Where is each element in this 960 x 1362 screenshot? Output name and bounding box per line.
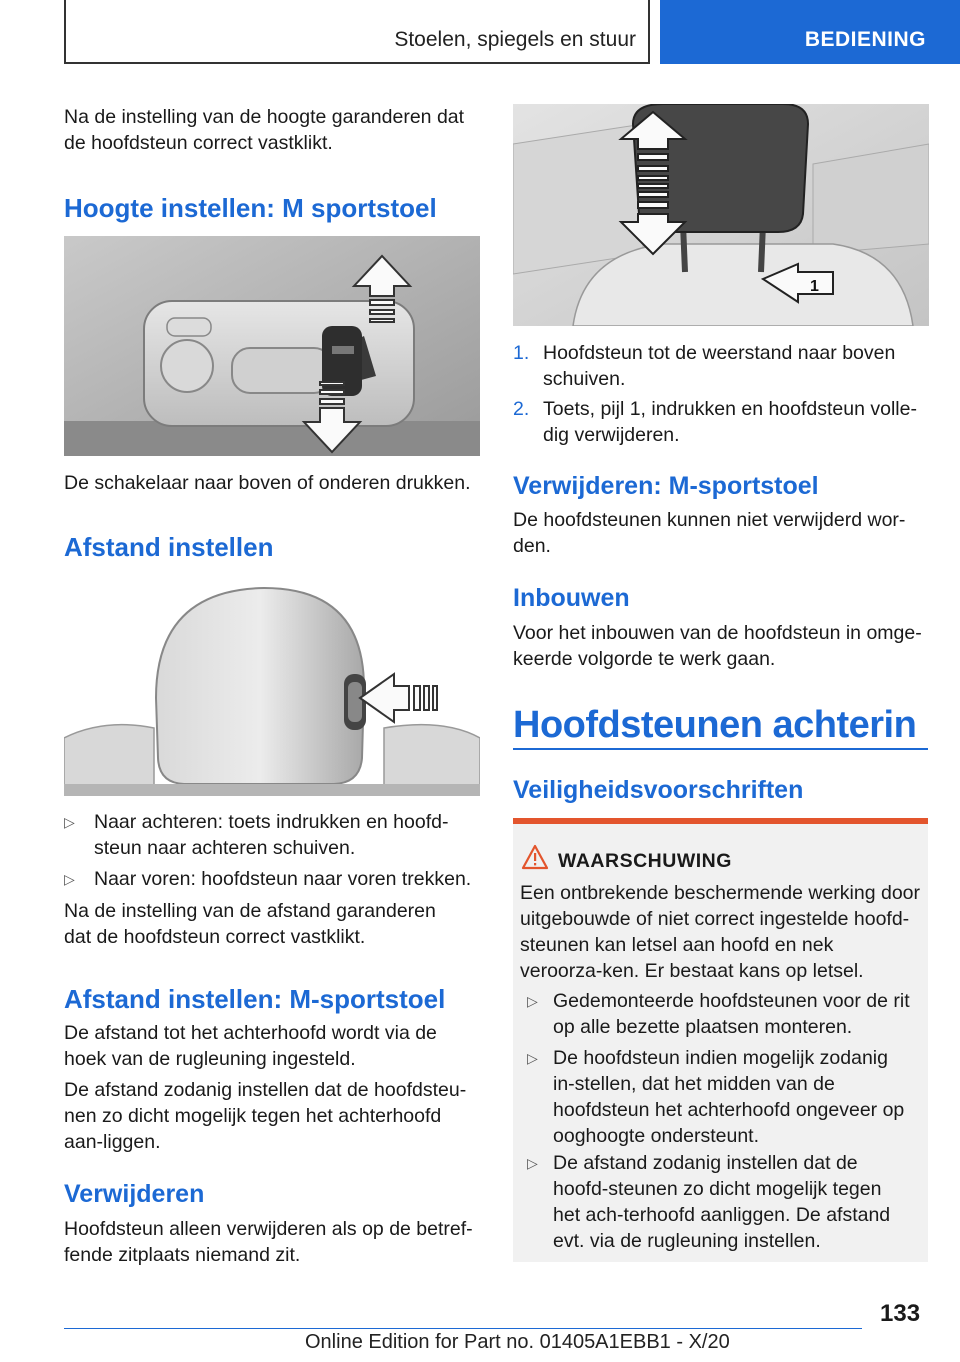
warning-box — [513, 818, 928, 1262]
footer-edition: Online Edition for Part no. 01405A1EBB1 - X/20 — [305, 1331, 730, 1353]
install-text: Voor het inbouwen van de hoofdsteun in omge-keerde volgorde te werk gaan. — [513, 622, 922, 670]
arrow-number-label: 1 — [810, 278, 819, 295]
heading-remove: Verwijderen — [64, 1180, 205, 1208]
warning-bullet-text: De afstand zodanig instellen dat de hoofd-steunen zo dicht mogelijk tegen het ach-terhoofd aanliggen. De afstand evt. via de rugleuning instellen. — [553, 1152, 891, 1252]
heading-remove-m: Verwijderen: M-sportstoel — [513, 472, 819, 500]
page-number: 133 — [880, 1300, 921, 1327]
distance-m-text-2: De afstand zodanig instellen dat de hoofdsteu-nen zo dicht mogelijk tegen het achterhoofd aan-liggen. — [64, 1079, 467, 1153]
distance-m-text-1: De afstand tot het achterhoofd wordt via de hoek van de rugleuning ingesteld. — [64, 1022, 437, 1070]
distance-bullet-2 — [64, 866, 484, 892]
header-chapter-label: BEDIENING — [804, 28, 926, 51]
warning-title: WAARSCHUWING — [558, 850, 732, 872]
warning-bullet-text: De hoofdsteun indien mogelijk zodanig in-stellen, dat het midden van de hoofdsteun het achterhoofd ongeveer op ooghoogte ondersteunt. — [553, 1047, 905, 1147]
header-rule-bottom — [64, 62, 650, 64]
triangle-bullet-icon: ▷ — [64, 871, 75, 887]
headrest-button-image — [64, 578, 480, 796]
step-text: Toets, pijl 1, indrukken en hoofdsteun volle-dig verwijderen. — [543, 398, 917, 446]
switch-caption: De schakelaar naar boven of onderen drukken. — [64, 472, 471, 494]
intro-text: Na de instelling van de hoogte garanderen dat de hoofdsteun correct vastklikt. — [64, 106, 465, 154]
warning-bullet-2 — [527, 1045, 922, 1149]
header-chapter-tab[interactable] — [660, 0, 960, 64]
warning-bullet-3 — [527, 1150, 922, 1254]
warning-bullet-1 — [527, 988, 922, 1040]
step-number: 1. — [513, 342, 530, 364]
distance-note: Na de instelling van de afstand garanderen dat de hoofdsteun correct vastklikt. — [64, 900, 436, 948]
distance-bullet-text: Naar voren: hoofdsteun naar voren trekken. — [94, 868, 472, 890]
heading-rear-headrests: Hoofdsteunen achterin — [513, 704, 917, 746]
heading-distance: Afstand instellen — [64, 532, 274, 562]
triangle-bullet-icon: ▷ — [527, 1050, 538, 1066]
triangle-bullet-icon: ▷ — [64, 814, 75, 830]
distance-bullet-1 — [64, 809, 484, 861]
triangle-bullet-icon: ▷ — [527, 1155, 538, 1171]
header-section-title: Stoelen, spiegels en stuur — [394, 28, 636, 51]
remove-m-text: De hoofdsteunen kunnen niet verwijderd wor-den. — [513, 509, 906, 557]
warning-triangle-icon — [521, 844, 549, 870]
heading-height-m: Hoogte instellen: M sportstoel — [64, 193, 437, 223]
headrest-removal-image — [513, 104, 929, 326]
removal-step-1 — [513, 340, 928, 392]
footer-rule — [64, 1328, 862, 1329]
header-rule-right — [648, 0, 650, 64]
distance-bullet-text: Naar achteren: toets indrukken en hoofd-steun naar achteren schuiven. — [94, 811, 449, 859]
heading-underline — [513, 748, 928, 750]
remove-text: Hoofdsteun alleen verwijderen als op de betref-fende zitplaats niemand zit. — [64, 1218, 473, 1266]
heading-install: Inbouwen — [513, 584, 630, 612]
step-number: 2. — [513, 398, 530, 420]
step-text: Hoofdsteun tot de weerstand naar boven schuiven. — [543, 342, 896, 390]
seat-switch-image — [64, 236, 480, 456]
heading-safety: Veiligheidsvoorschriften — [513, 776, 804, 804]
heading-distance-m: Afstand instellen: M-sportstoel — [64, 984, 446, 1014]
warning-bullet-text: Gedemonteerde hoofdsteunen voor de rit op alle bezette plaatsen monteren. — [553, 990, 910, 1038]
header-rule-left — [64, 0, 66, 64]
removal-step-2 — [513, 396, 928, 448]
warning-text: Een ontbrekende beschermende werking door uitgebouwde of niet correct ingestelde hoofd-steunen kan letsel aan hoofd en nek veroorza-ken. Er bestaat kans op letsel. — [520, 882, 921, 982]
triangle-bullet-icon: ▷ — [527, 993, 538, 1009]
